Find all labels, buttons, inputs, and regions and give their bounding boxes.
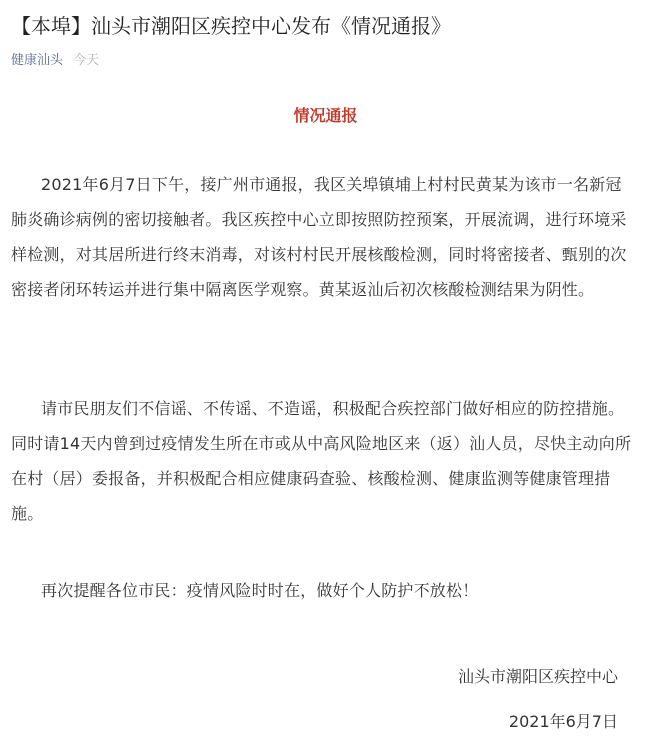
notice-heading: 情况通报 <box>293 106 358 125</box>
publish-time: 今天 <box>73 53 100 68</box>
paragraph-2-text: 请市民朋友们不信谣、不传谣、不造谣，积极配合疾控部门做好相应的防控措施。同时请14天内曾到过疫情发生所在市或从中高风险地区来（返）汕人员，尽快主动向所在村（居）委报备，并积极配合相应健康码查验、核酸检测、健康监测等健康管理措施。 <box>11 399 632 523</box>
author-link[interactable]: 健康汕头 <box>11 53 64 68</box>
paragraph-1-text: 2021年6月7日下午，接广州市通报，我区关埠镇埔上村村民黄某为该市一名新冠肺炎确诊病例的密切接触者。我区疾控中心立即按照防控预案，开展流调，进行环境采样检测，对其居所进行终末消毒，对该村村民开展核酸检测，同时将密接者、甄别的次密接者闭环转运并进行集中隔离医学观察。黄某返汕后初次核酸检测结果为阴性。 <box>11 175 627 299</box>
paragraph-2 <box>11 391 637 531</box>
article-meta <box>11 52 99 70</box>
signature-organization: 汕头市潮阳区疾控中心 <box>457 667 618 686</box>
paragraph-1 <box>11 167 637 307</box>
paragraph-3-text: 再次提醒各位市民：疫情风险时时在，做好个人防护不放松！ <box>41 581 479 600</box>
signature-date: 2021年6月7日 <box>508 712 618 731</box>
article-title: 【本埠】汕头市潮阳区疾控中心发布《情况通报》 <box>11 14 451 38</box>
paragraph-3 <box>11 573 637 608</box>
